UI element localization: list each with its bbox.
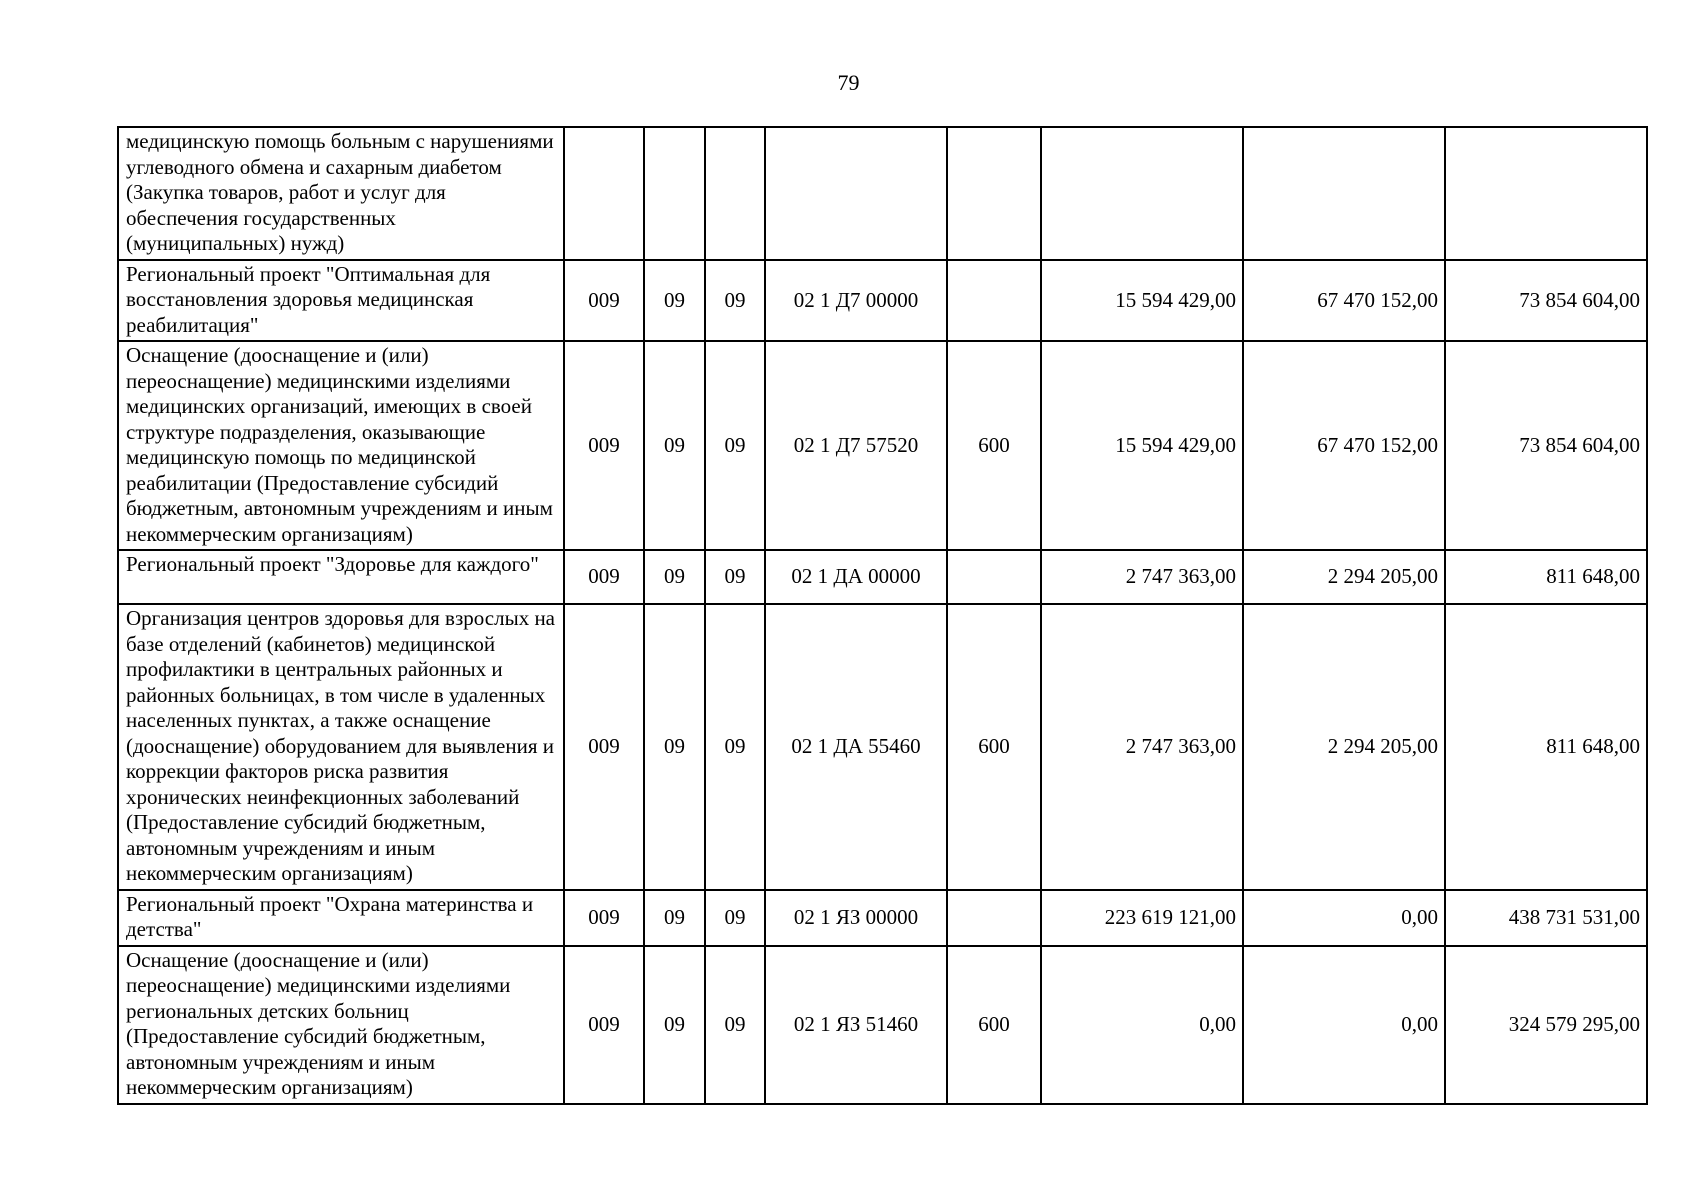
section-code-cell: 09 <box>644 946 705 1104</box>
amount-year3-cell: 324 579 295,00 <box>1445 946 1647 1104</box>
section-code-cell <box>644 127 705 260</box>
amount-year1-cell <box>1041 127 1243 260</box>
row-name-cell: Региональный проект "Оптимальная для восстановления здоровья медицинская реабилитация" <box>118 260 564 342</box>
target-article-cell <box>765 127 947 260</box>
section-code-cell: 09 <box>644 604 705 890</box>
target-article-cell: 02 1 ЯЗ 00000 <box>765 890 947 946</box>
section-code-cell: 09 <box>644 550 705 604</box>
amount-year3-cell: 811 648,00 <box>1445 550 1647 604</box>
target-article-cell: 02 1 ЯЗ 51460 <box>765 946 947 1104</box>
page-number: 79 <box>837 70 860 95</box>
subsection-code-cell: 09 <box>705 341 765 550</box>
expense-type-cell <box>947 890 1041 946</box>
table-row <box>118 550 1647 604</box>
expense-type-cell <box>947 127 1041 260</box>
ministry-code-cell: 009 <box>564 550 644 604</box>
ministry-code-cell: 009 <box>564 260 644 342</box>
amount-year3-cell <box>1445 127 1647 260</box>
section-code-cell: 09 <box>644 260 705 342</box>
subsection-code-cell: 09 <box>705 260 765 342</box>
row-name-cell: медицинскую помощь больным с нарушениями углеводного обмена и сахарным диабетом (Закупка товаров, работ и услуг для обеспечения государственных (муниципальных) нужд) <box>118 127 564 260</box>
ministry-code-cell: 009 <box>564 946 644 1104</box>
row-name-cell: Региональный проект "Здоровье для каждого" <box>118 550 564 604</box>
target-article-cell: 02 1 Д7 57520 <box>765 341 947 550</box>
row-name-cell: Организация центров здоровья для взрослых на базе отделений (кабинетов) медицинской профилактики в центральных районных и районных больницах, в том числе в удаленных населенных пунктах, а также оснащение (дооснащение) оборудованием для выявления и коррекции факторов риска развития хронических неинфекционных заболеваний (Предоставление субсидий бюджетным, автономным учреждениям и иным некоммерческим организациям) <box>118 604 564 890</box>
subsection-code-cell: 09 <box>705 946 765 1104</box>
amount-year1-cell: 15 594 429,00 <box>1041 260 1243 342</box>
table-row <box>118 890 1647 946</box>
table-row <box>118 604 1647 890</box>
ministry-code-cell: 009 <box>564 604 644 890</box>
table-row <box>118 341 1647 550</box>
amount-year1-cell: 2 747 363,00 <box>1041 604 1243 890</box>
table-row <box>118 946 1647 1104</box>
subsection-code-cell <box>705 127 765 260</box>
amount-year3-cell: 73 854 604,00 <box>1445 260 1647 342</box>
expense-type-cell: 600 <box>947 604 1041 890</box>
amount-year1-cell: 2 747 363,00 <box>1041 550 1243 604</box>
row-name-cell: Региональный проект "Охрана материнства и детства" <box>118 890 564 946</box>
row-name-cell: Оснащение (дооснащение и (или) переоснащение) медицинскими изделиями региональных детских больниц (Предоставление субсидий бюджетным, автономным учреждениям и иным некоммерческим организациям) <box>118 946 564 1104</box>
amount-year2-cell: 2 294 205,00 <box>1243 550 1445 604</box>
table-row <box>118 260 1647 342</box>
amount-year2-cell: 67 470 152,00 <box>1243 260 1445 342</box>
amount-year2-cell: 0,00 <box>1243 890 1445 946</box>
amount-year1-cell: 15 594 429,00 <box>1041 341 1243 550</box>
target-article-cell: 02 1 ДА 00000 <box>765 550 947 604</box>
expense-type-cell <box>947 550 1041 604</box>
amount-year2-cell: 0,00 <box>1243 946 1445 1104</box>
subsection-code-cell: 09 <box>705 604 765 890</box>
section-code-cell: 09 <box>644 890 705 946</box>
ministry-code-cell: 009 <box>564 890 644 946</box>
subsection-code-cell: 09 <box>705 890 765 946</box>
ministry-code-cell: 009 <box>564 341 644 550</box>
table-row <box>118 127 1647 260</box>
amount-year1-cell: 223 619 121,00 <box>1041 890 1243 946</box>
amount-year2-cell: 67 470 152,00 <box>1243 341 1445 550</box>
row-name-cell: Оснащение (дооснащение и (или) переоснащение) медицинскими изделиями медицинских организаций, имеющих в своей структуре подразделения, оказывающие медицинскую помощь по медицинской реабилитации (Предоставление субсидий бюджетным, автономным учреждениям и иным некоммерческим организациям) <box>118 341 564 550</box>
target-article-cell: 02 1 ДА 55460 <box>765 604 947 890</box>
amount-year3-cell: 73 854 604,00 <box>1445 341 1647 550</box>
ministry-code-cell <box>564 127 644 260</box>
target-article-cell: 02 1 Д7 00000 <box>765 260 947 342</box>
amount-year2-cell <box>1243 127 1445 260</box>
expense-type-cell <box>947 260 1041 342</box>
amount-year2-cell: 2 294 205,00 <box>1243 604 1445 890</box>
budget-table <box>117 126 1648 1105</box>
amount-year1-cell: 0,00 <box>1041 946 1243 1104</box>
subsection-code-cell: 09 <box>705 550 765 604</box>
expense-type-cell: 600 <box>947 946 1041 1104</box>
amount-year3-cell: 438 731 531,00 <box>1445 890 1647 946</box>
amount-year3-cell: 811 648,00 <box>1445 604 1647 890</box>
expense-type-cell: 600 <box>947 341 1041 550</box>
section-code-cell: 09 <box>644 341 705 550</box>
